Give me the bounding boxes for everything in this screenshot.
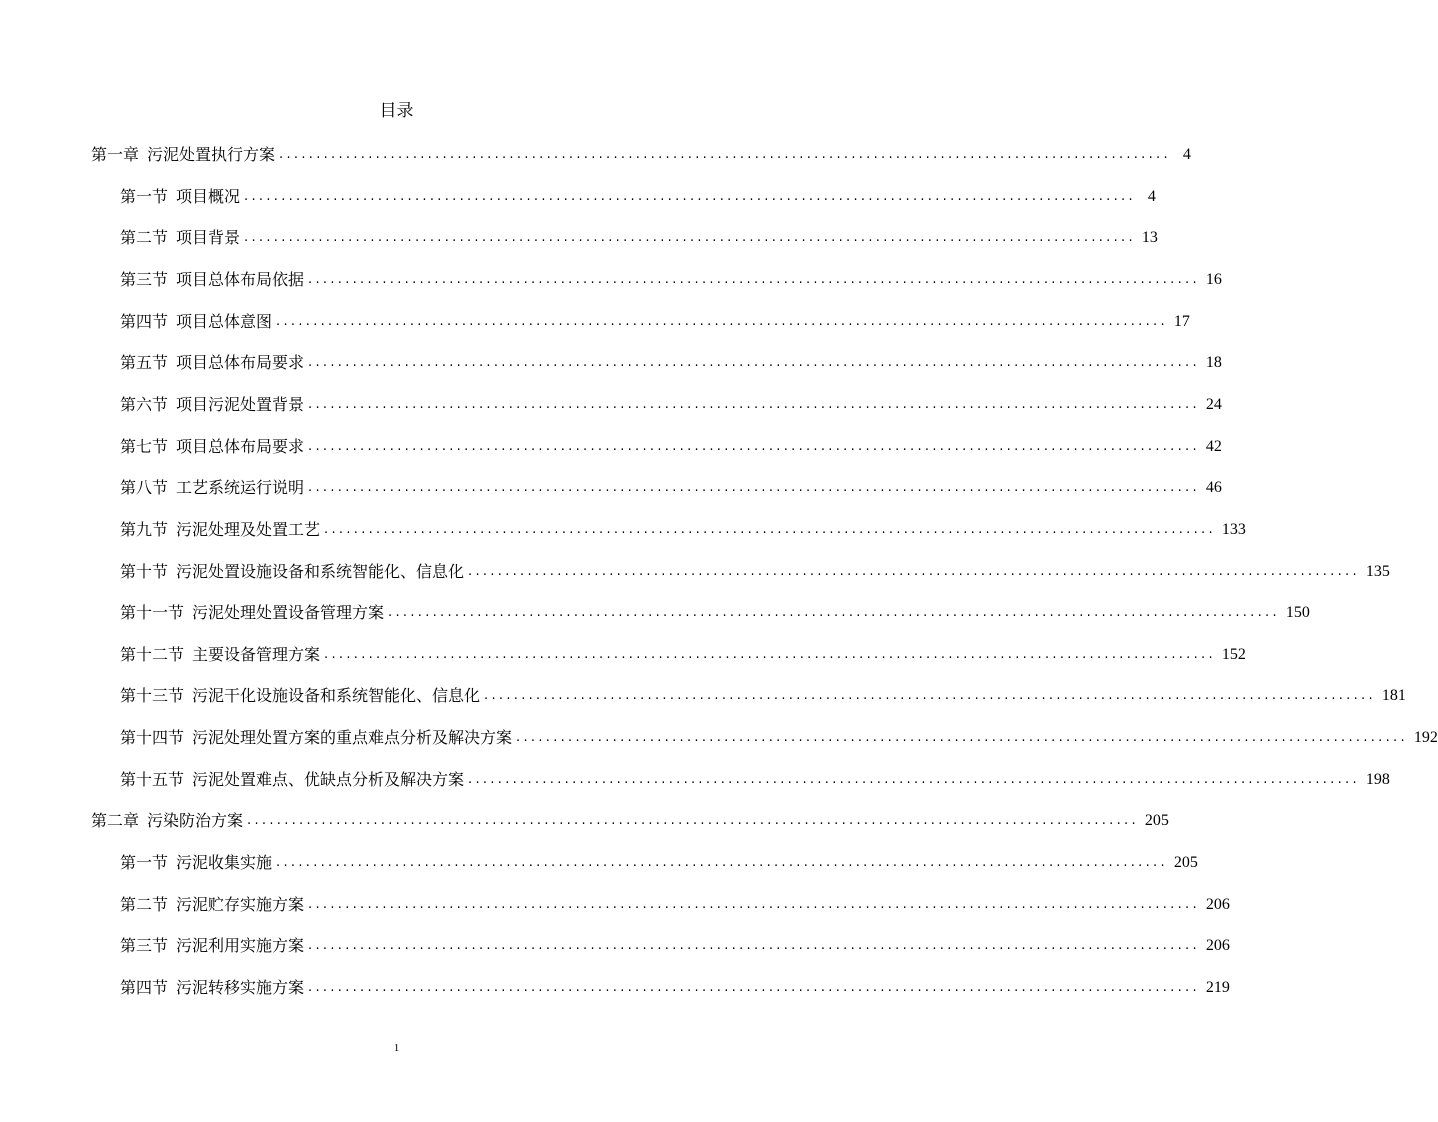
- toc-entry-title: 项目污泥处置背景: [176, 394, 305, 414]
- toc-entry-title: 工艺系统运行说明: [176, 478, 305, 498]
- toc-entry-number: 第十节: [120, 561, 169, 581]
- toc-entry-title: 污泥处置难点、优缺点分析及解决方案: [192, 769, 465, 789]
- toc-page-number: 17: [1173, 312, 1190, 330]
- toc-page-number: 198: [1365, 770, 1390, 788]
- toc-dot-leader: ........................................................................................................................: [516, 730, 1408, 746]
- toc-entry-title: 污泥贮存实施方案: [176, 894, 305, 914]
- toc-entry-number: 第二节: [120, 228, 169, 248]
- toc-entry-title: 项目概况: [176, 186, 241, 206]
- toc-entry-number: 第十四节: [120, 728, 185, 748]
- toc-page-number: 133: [1221, 520, 1246, 538]
- toc-chapter-entry[interactable]: [91, 143, 1191, 167]
- toc-entry-title: 污泥处置设施设备和系统智能化、信息化: [176, 561, 465, 581]
- toc-dot-leader: ........................................................................................................................: [324, 521, 1216, 537]
- toc-section-entry[interactable]: [120, 643, 1246, 667]
- toc-entry-title: 污染防治方案: [147, 811, 244, 831]
- toc-page-number: 206: [1205, 895, 1230, 913]
- toc-dot-leader: ........................................................................................................................: [388, 605, 1280, 621]
- toc-entry-title: 污泥处置执行方案: [147, 145, 276, 164]
- toc-page-number: 16: [1205, 270, 1222, 288]
- toc-section-entry[interactable]: [120, 851, 1198, 875]
- toc-dot-leader: ........................................................................................................................: [308, 896, 1200, 912]
- toc-dot-leader: ........................................................................................................................: [308, 980, 1200, 995]
- toc-section-entry[interactable]: [120, 226, 1158, 250]
- toc-entry-number: 第六节: [120, 394, 169, 414]
- toc-entry-number: 第三节: [120, 269, 169, 289]
- toc-entry-number: 第一章: [91, 145, 140, 164]
- toc-section-entry[interactable]: [120, 768, 1390, 792]
- toc-dot-leader: ........................................................................................................................: [308, 396, 1200, 412]
- toc-section-entry[interactable]: [120, 518, 1246, 542]
- toc-dot-leader: ........................................................................................................................: [244, 230, 1136, 246]
- toc-section-entry[interactable]: [120, 393, 1222, 417]
- toc-section-entry[interactable]: [120, 601, 1310, 625]
- toc-page-number: 42: [1205, 437, 1222, 455]
- toc-entry-number: 第四节: [120, 311, 169, 331]
- toc-page-number: 13: [1141, 229, 1158, 247]
- toc-entry-number: 第二节: [120, 894, 169, 914]
- toc-entry-title: 污泥处理处置方案的重点难点分析及解决方案: [192, 728, 513, 748]
- toc-entry-title: 项目总体意图: [176, 311, 273, 331]
- toc-page-number: 205: [1144, 812, 1169, 830]
- toc-section-entry[interactable]: [120, 435, 1222, 459]
- toc-entry-number: 第二章: [91, 811, 140, 831]
- toc-entry-title: 项目背景: [176, 228, 241, 248]
- toc-chapter-entry[interactable]: [91, 809, 1169, 833]
- toc-entry-title: 污泥处理及处置工艺: [176, 519, 321, 539]
- toc-dot-leader: ........................................................................................................................: [279, 147, 1171, 162]
- toc-entry-number: 第十三节: [120, 686, 185, 706]
- toc-section-entry[interactable]: [120, 268, 1222, 292]
- toc-page-number: 4: [1182, 146, 1191, 163]
- toc-page-number: 219: [1205, 979, 1230, 996]
- toc-page-number: 4: [1147, 187, 1156, 205]
- toc-entry-title: 项目总体布局依据: [176, 269, 305, 289]
- toc-dot-leader: ........................................................................................................................: [244, 188, 1136, 204]
- toc-entry-number: 第一节: [120, 853, 169, 873]
- toc-dot-leader: ........................................................................................................................: [484, 688, 1376, 704]
- toc-entry-number: 第五节: [120, 353, 169, 373]
- toc-dot-leader: ........................................................................................................................: [247, 813, 1139, 829]
- toc-entry-number: 第七节: [120, 436, 169, 456]
- toc-entry-title: 项目总体布局要求: [176, 353, 305, 373]
- toc-section-entry[interactable]: [120, 893, 1230, 917]
- toc-dot-leader: ........................................................................................................................: [308, 271, 1200, 287]
- toc-entry-number: 第四节: [120, 978, 169, 997]
- toc-section-entry[interactable]: [120, 351, 1222, 375]
- toc-section-entry[interactable]: [120, 560, 1390, 584]
- toc-dot-leader: ........................................................................................................................: [324, 646, 1216, 662]
- toc-section-entry[interactable]: [120, 934, 1230, 958]
- toc-dot-leader: ........................................................................................................................: [276, 313, 1168, 329]
- toc-section-entry[interactable]: [120, 185, 1156, 209]
- toc-entry-number: 第十二节: [120, 644, 185, 664]
- toc-dot-leader: ........................................................................................................................: [308, 355, 1200, 371]
- toc-entry-number: 第一节: [120, 186, 169, 206]
- toc-page-number: 192: [1413, 729, 1438, 747]
- toc-page-number: 18: [1205, 354, 1222, 372]
- toc-dot-leader: ........................................................................................................................: [308, 438, 1200, 454]
- footer-page-number: 1: [393, 1042, 400, 1054]
- toc-entry-title: 污泥利用实施方案: [176, 936, 305, 956]
- toc-page-number: 205: [1173, 854, 1198, 872]
- toc-page-number: 135: [1365, 562, 1390, 580]
- toc-title: 目录: [379, 101, 414, 121]
- toc-section-entry[interactable]: [120, 476, 1222, 500]
- toc-entry-title: 项目总体布局要求: [176, 436, 305, 456]
- toc-entry-title: 污泥干化设施设备和系统智能化、信息化: [192, 686, 481, 706]
- toc-entry-title: 污泥收集实施: [176, 853, 273, 873]
- toc-entry-number: 第十一节: [120, 603, 185, 623]
- toc-section-entry[interactable]: [120, 726, 1438, 750]
- toc-page-number: 24: [1205, 395, 1222, 413]
- toc-page-number: 181: [1381, 687, 1406, 705]
- toc-entry-number: 第八节: [120, 478, 169, 498]
- toc-entry-number: 第九节: [120, 519, 169, 539]
- toc-dot-leader: ........................................................................................................................: [468, 771, 1360, 787]
- toc-page-number: 206: [1205, 937, 1230, 955]
- toc-entry-title: 主要设备管理方案: [192, 644, 321, 664]
- toc-section-entry[interactable]: [120, 310, 1190, 334]
- toc-dot-leader: ........................................................................................................................: [276, 855, 1168, 871]
- toc-page-number: 152: [1221, 645, 1246, 663]
- toc-entry-number: 第十五节: [120, 769, 185, 789]
- toc-section-entry[interactable]: [120, 684, 1406, 708]
- toc-entry-title: 污泥转移实施方案: [176, 978, 305, 997]
- toc-entry-number: 第三节: [120, 936, 169, 956]
- toc-dot-leader: ........................................................................................................................: [468, 563, 1360, 579]
- toc-entry-title: 污泥处理处置设备管理方案: [192, 603, 385, 623]
- toc-dot-leader: ........................................................................................................................: [308, 480, 1200, 496]
- toc-section-entry[interactable]: [120, 976, 1230, 1000]
- toc-page-number: 46: [1205, 479, 1222, 497]
- toc-dot-leader: ........................................................................................................................: [308, 938, 1200, 954]
- toc-page-number: 150: [1285, 604, 1310, 622]
